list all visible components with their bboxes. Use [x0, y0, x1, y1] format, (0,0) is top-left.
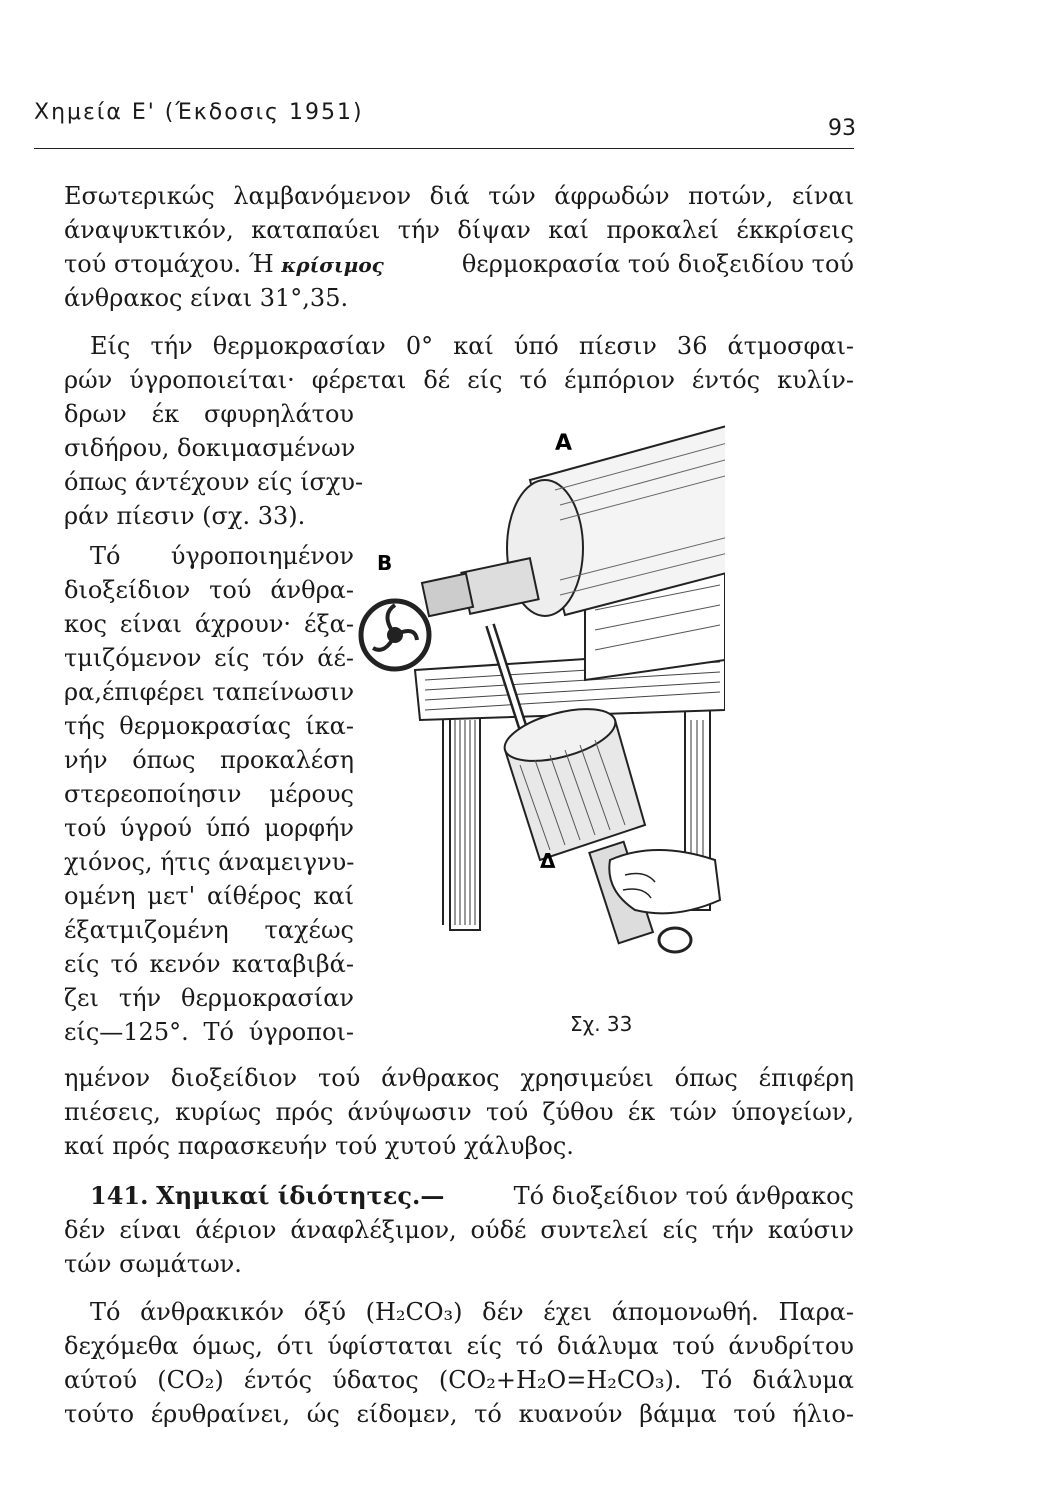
text-line: ράν πίεσιν (σχ. 33).: [64, 502, 306, 530]
page-header: [34, 100, 854, 149]
text-line: έξατμιζομένη ταχέως: [64, 916, 354, 944]
text-line: χιόνος, ήτις άναμειγνυ-: [64, 848, 355, 876]
figure-caption: Σχ. 33: [570, 1012, 633, 1036]
text-line: δρων έκ σφυρηλάτου: [64, 400, 354, 428]
text-line: στερεοποίησιν μέρους: [64, 780, 354, 808]
valve-body: [422, 574, 473, 617]
text-line: αύτού (CO₂) έντός ύδατος (CO₂+H₂O=H₂CO₃). Τό διάλυμα: [64, 1366, 854, 1394]
table-leg-side: [443, 710, 480, 925]
figure-label-d: Δ: [540, 849, 556, 873]
text-line: [64, 248, 854, 281]
text-fragment: τού στομάχου. Ή: [64, 250, 274, 278]
text-line: νήν όπως προκαλέση: [64, 746, 354, 774]
text-line: είς—125°. Τό ύγροποι-: [64, 1018, 354, 1046]
text-line: Εσωτερικώς λαμβανόμενον διά τών άφρωδών ποτών, είναι: [64, 182, 854, 210]
text-fragment: Τό διοξείδιον τού άνθρακος: [513, 1182, 854, 1210]
hand-icon: [609, 850, 720, 913]
text-line: Τό ύγροποιημένον: [90, 542, 354, 570]
text-line: σιδήρου, δοκιμασμένων: [64, 434, 356, 462]
text-line: καί πρός παρασκευήν τού χυτού χάλυβος.: [64, 1132, 574, 1160]
figure-33: [355, 420, 725, 1010]
text-line: ημένον διοξείδιον τού άνθρακος χρησιμεύει όπως έπιφέρη: [64, 1064, 854, 1092]
emphasized-term: κρίσιμος: [281, 253, 384, 277]
text-line: δεχόμεθα όμως, ότι ύφίσταται είς τό διάλυμα τού άνυδρίτου: [64, 1332, 854, 1360]
text-line: άναψυκτικόν, καταπαύει τήν δίψαν καί προκαλεί έκκρίσεις: [64, 216, 854, 244]
text-line: κος είναι άχρουν· έξα-: [64, 610, 354, 638]
text-line: Τό άνθρακικόν όξύ (H₂CO₃) δέν έχει άπομονωθή. Παρα-: [90, 1298, 854, 1326]
text-line: ζει τήν θερμοκρασίαν: [64, 984, 354, 1012]
running-head: Χημεία Ε' (Έκδοσις 1951): [34, 100, 364, 125]
text-line: τμιζόμενον είς τόν άέ-: [64, 644, 354, 672]
text-fragment: θερμοκρασία τού διοξειδίου τού: [461, 250, 854, 278]
text-line: τής θερμοκρασίας ίκα-: [64, 712, 354, 740]
text-line: τούτο έρυθραίνει, ώς είδομεν, τό κυανούν βάμμα τού ήλιο-: [64, 1400, 854, 1428]
text-line: Είς τήν θερμοκρασίαν 0° καί ύπό πίεσιν 36 άτμοσφαι-: [90, 332, 854, 360]
text-line: ρών ύγροποιείται· φέρεται δέ είς τό έμπόριον έντός κυλίν-: [64, 366, 854, 394]
section-number: 141.: [90, 1181, 149, 1210]
figure-label-b: Β: [377, 551, 393, 575]
text-line: όπως άντέχουν είς ίσχυ-: [64, 468, 364, 496]
text-line: είς τό κενόν καταβιβά-: [64, 950, 354, 978]
section-heading: Χημικαί ίδιότητες.—: [156, 1181, 445, 1210]
gas-cylinder-apparatus-illustration: [355, 420, 725, 1010]
text-line: άνθρακος είναι 31°,35.: [64, 284, 349, 312]
text-line: τού ύγρού ύπό μορφήν: [64, 814, 354, 842]
text-line: δέν είναι άέριον άναφλέξιμον, ούδέ συντελεί είς τήν καύσιν: [64, 1216, 854, 1244]
text-line: ρα,έπιφέρει ταπείνωσιν: [64, 678, 355, 706]
text-line: πιέσεις, κυρίως πρός άνύψωσιν τού ζύθου έκ τών ύπογείων,: [64, 1098, 854, 1126]
page-number: 93: [828, 116, 856, 141]
text-line: ομένη μετ' αίθέρος καί: [64, 882, 354, 910]
text-line: τών σωμάτων.: [64, 1250, 242, 1278]
section-heading-line: [90, 1180, 854, 1212]
figure-label-a: Α: [555, 431, 573, 456]
text-line: διοξείδιον τού άνθρα-: [64, 576, 354, 604]
